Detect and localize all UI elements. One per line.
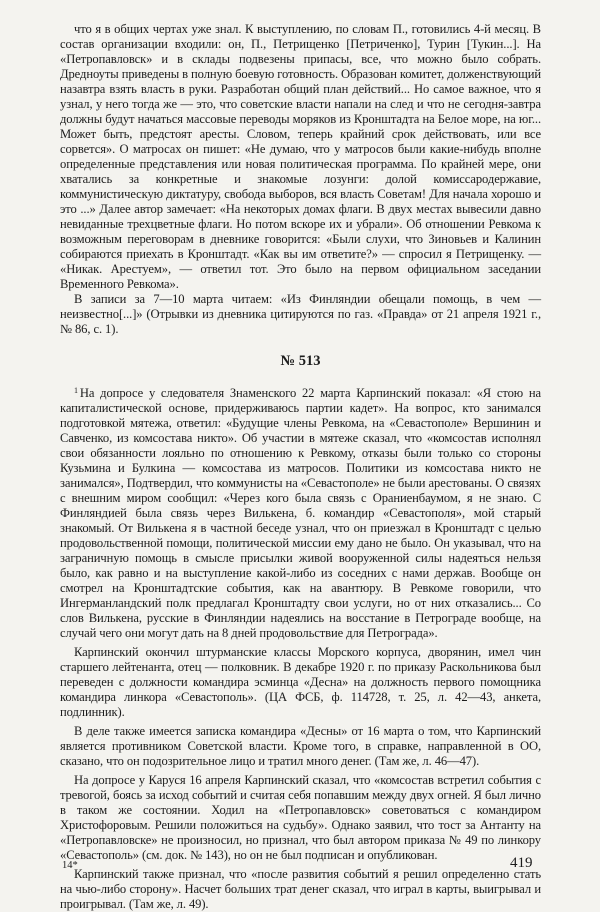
printer-signature-mark: 14* <box>62 860 78 871</box>
note-paragraph-1: Карпинский окончил штурманские классы Морского корпуса, дворянин, имел чин старшего лейтенанта, отец — полковник. В декабре 1920 г. по приказу Раскольникова был переведен с должности командира эсминца «Десна» на должность первого помощника командира линкора «Севастополь». (ЦА ФСБ, ф. 114728, т. 25, л. 42—43, анкета, подлинник). <box>60 645 541 719</box>
footnote-text: На допросе у следователя Знаменского 22 марта Карпинский показал: «Я стою на капиталистической основе, придерживаюсь партии кадет». На вопрос, кто занимался подготовкой мятежа, ответил: «Будущие члены Ревкома, на «Севастополе» Вершинин и Савченко, из комсостава никто». Об участии в мятеже сказал, что «комсостав исполнял свои обязанности лояльно по отношению к Ревкому, отказы были только со стороны Кузьмина и Булкина — комсостава из матросов. Политики из комсостава никто не занимался», Подтвердил, что коммунисты на «Севастополе» не были арестованы. О связях с внешним миром сообщил: «Через кого была связь с Ораниенбаумом, я не знаю. С Финляндией была связь через Вилькена, б. командир «Севастополя», мой старый знакомый. От Вилькена я в частной беседе узнал, что он приезжал в Кронштадт с целью продовольственной помощи, политической миссии ему дано не было. Он указывал, что на заграничную помощь в смысле присылки живой вооруженной силы надеяться нельзя было, как равно и на выступление какой-либо из соседних с нами держав. Вообще он смотрел на Кронштадтские события, как на авантюру. В Ревкоме говорили, что Ингерманландский полк предлагал Кронштадту свои услуги, но от них отказались... Со слов Вилькена, русские в Финляндии надеялись на восстание в Петрограде вообще, на случай чего они могут дать на 8 дней продовольствие для Петрограда». <box>60 386 541 640</box>
note-paragraph-3: На допросе у Каруся 16 апреля Карпинский сказал, что «комсостав встретил события с тревогой, боясь за исход событий и считая себя попавшим между двух огней. Я был лично в таком же состоянии. Ходил на «Петропавловск» советоваться с командиром Христофоровым. Решили положиться на судьбу». Однако заявил, что тост за Антанту на «Петропавловске» не произносил, но признал, что был автором приказа № 49 по линкору «Севастополь» (см. док. № 143), но он не был подписан и опубликован. <box>60 773 541 862</box>
note-paragraph-4: Карпинский также признал, что «после развития событий я решил определенно стать на чью-либо сторону». Насчет больших трат денег сказал, что играл в карты, выигрывал и проигрывал. (Там же, л. 49). <box>60 867 541 911</box>
footnote-mark: 1 <box>74 386 78 395</box>
document-number-heading: № 513 <box>280 353 321 369</box>
footnote-paragraph <box>60 383 541 641</box>
intro-paragraph-1: что я в общих чертах уже знал. К выступлению, по словам П., готовились 4-й месяц. В состав организации входили: он, П., Петрищенко [Петриченко], Турин [Тукин...]. На «Петропавловск» и в склады подвезены припасы, все, что можно было собрать. Дредноуты приведены в полную боевую готовность. Образован комитет, долженствующий назавтра взять власть в руки. Разработан общий план действий... Но самое важное, что я узнал, у него тогда же — это, что советские власти напали на след и что не сегодня-завтра должны будут начаться массовые переводы моряков из Кронштадта на Белое море, на юг... Может быть, предстоят аресты. Словом, теперь крайний срок действовать, или все сорвется». О матросах он пишет: «Не думаю, что у матросов были какие-нибудь вполне определенные представления или новая политическая программа. По крайней мере, они хватались за конкретные и знакомые лозунги: долой комиссародержавие, коммунистическую диктатуру, свобода выборов, вся власть Советам! Для начала хорошо и это ...» Далее автор замечает: «На некоторых домах флаги. В двух местах вывесили давно невиданные трехцветные флаги. Но потом вскоре их и убрали». Об отношении Ревкома к возможным переговорам в дневнике говорится: «Были слухи, что Зиновьев и Калинин собираются приехать в Кронштадт. «Как вы им ответите?» — спросил я Петрищенку. — «Никак. Арестуем», — ответил тот. Это было на первом официальном заседании Временного Ревкома». <box>60 22 541 291</box>
intro-paragraph-2: В записи за 7—10 марта читаем: «Из Финляндии обещали помощь, в чем — неизвестно[...]» (Отрывки из дневника цитируются по газ. «Правда» от 21 апреля 1921 г., № 86, с. 1). <box>60 292 541 336</box>
main-text-column <box>60 22 541 912</box>
note-paragraph-2: В деле также имеется записка командира «Десны» от 16 марта о том, что Карпинский является противником Советской власти. Кроме того, в справке, направленной в ОО, сказано, что он подозрительное лицо и тратил много денег. (Там же, л. 46—47). <box>60 724 541 768</box>
page-number: 419 <box>510 855 533 871</box>
